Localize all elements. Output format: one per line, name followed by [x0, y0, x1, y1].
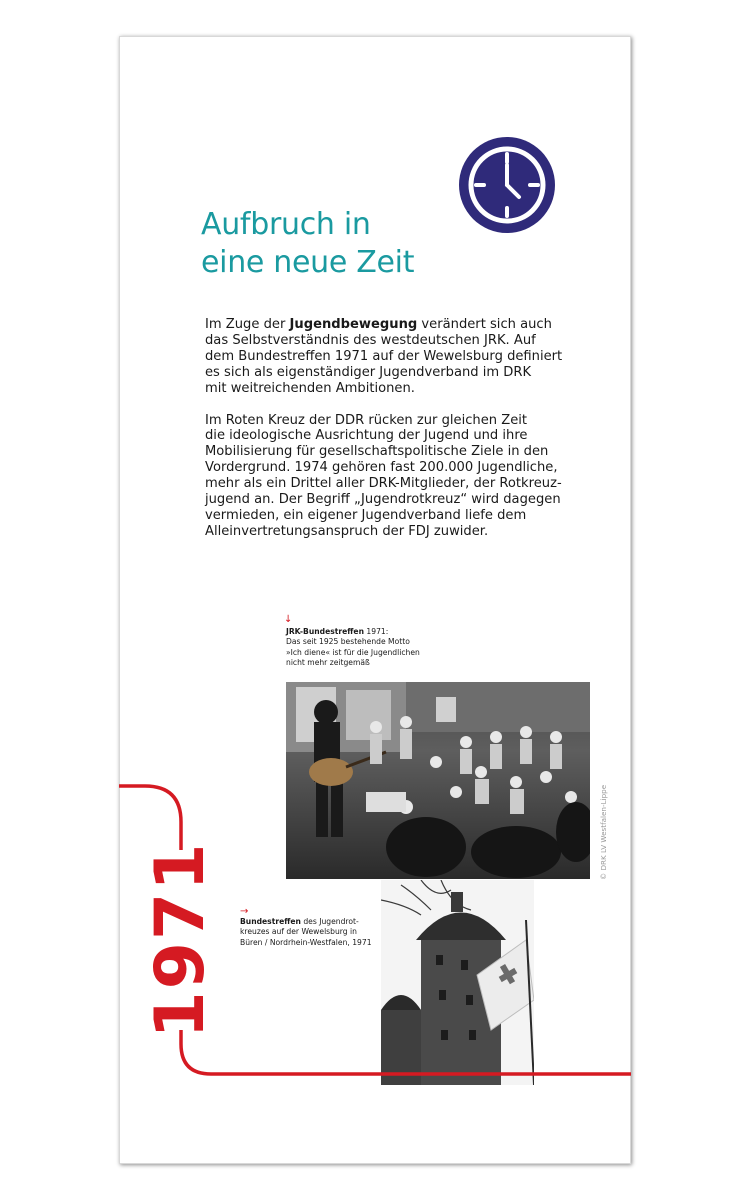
paragraph-1: Im Zuge der Jugendbewegung verändert sich auch das Selbstverständnis des westdeutschen JRK. Auf dem Bundestreffen 1971 auf der Wewelsburg definiert es sich als eigenständiger Jugendverband im DRK mit weitreichenden Ambitionen.: [205, 317, 563, 396]
clock-icon: [459, 137, 555, 233]
title-line-2: eine neue Zeit: [201, 245, 415, 280]
year-label: 1971: [141, 841, 220, 1039]
highlight-jugendbewegung: Jugendbewegung: [289, 317, 418, 332]
body-text: [205, 317, 563, 556]
arrow-down-icon: ↓: [284, 614, 293, 625]
photo-wewelsburg: [381, 880, 534, 1085]
photo-meeting: [286, 682, 590, 879]
caption-photo-1: JRK-Bundestreffen 1971: Das seit 1925 bestehende Motto »Ich diene« ist für die Jugendlichen nicht mehr zeitgemäß: [286, 627, 420, 668]
caption-photo-2: Bundestreffen des Jugendrot- kreuzes auf der Wewelsburg in Büren / Nordrhein-Westfalen, 1971: [240, 917, 372, 947]
photo-credit: © DRK LV Westfalen-Lippe: [599, 784, 608, 880]
paragraph-2: Im Roten Kreuz der DDR rücken zur gleichen Zeit die ideologische Ausrichtung der Jugend und ihre Mobilisierung für gesellschaftspolitische Ziele in den Vordergrund. 1974 gehören fast 200.000 Jugendliche, mehr als ein Drittel aller DRK-Mitglieder, der Rotkreuz- jugend an. Der Begriff „Jugendrotkreuz“ wird dagegen vermieden, ein eigener Jugendverband liefe dem Alleinvertretungsanspruch der FDJ zuwider.: [205, 412, 562, 539]
arrow-right-icon: →: [240, 906, 249, 917]
page-title: [201, 206, 414, 282]
title-line-1: Aufbruch in: [201, 207, 371, 242]
